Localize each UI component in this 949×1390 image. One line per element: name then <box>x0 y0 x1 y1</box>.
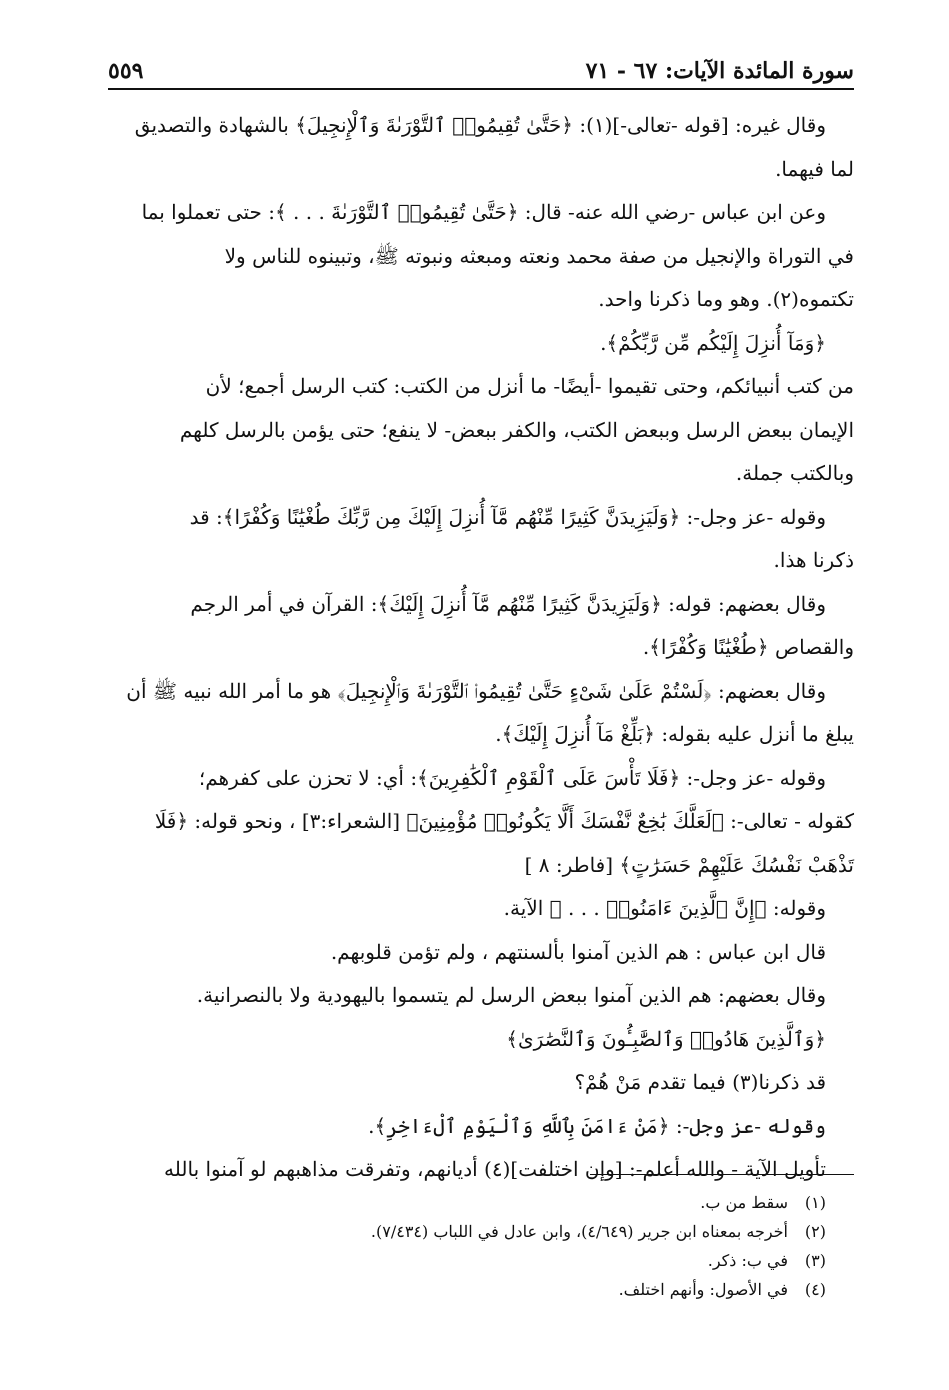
footnote-number: (٤) <box>804 1280 826 1299</box>
footnote-text: سقط من ب. <box>700 1193 788 1212</box>
footnote <box>108 1217 854 1246</box>
text-line: وقوله: ﴿إِنَّ ٱلَّذِينَ ءَامَنُوا۟ . . . ﴾ الآية. <box>503 896 826 920</box>
footnote-separator <box>590 1174 854 1175</box>
main-text <box>108 104 854 1192</box>
text-line: تَذْهَبْ نَفْسُكَ عَلَيْهِمْ حَسَرَٰتٍ﴾ [فاطر: ٨ ] <box>524 852 854 877</box>
footnote-text: في الأصول: وأنهم اختلف. <box>618 1280 788 1299</box>
running-title: سورة المائدة الآيات: ٦٧ - ٧١ <box>585 58 854 84</box>
text-line: لما فيهما. <box>775 156 854 181</box>
footnote-number: (٢) <box>804 1222 826 1241</box>
text-line: تأويل الآية - والله أعلم-: [وإن اختلفت](٤) أديانهم، وتفرقت مذاهبهم لو آمنوا بالله <box>164 1157 826 1181</box>
page-header <box>108 48 854 90</box>
text-line: وبالكتب جملة. <box>735 461 854 485</box>
text-line: تكتموه(٢). وهو وما ذكرنا واحد. <box>598 287 854 311</box>
text-line: وقوله -عز وجل-: ﴿مَنْ ءَامَنَ بِٱللَّهِ وَٱلْيَوْمِ ٱلْءَاخِرِ﴾. <box>368 1113 826 1138</box>
text-line: وقوله -عز وجل-: ﴿فَلَا تَأْسَ عَلَى ٱلْقَوْمِ ٱلْكَٰفِرِينَ﴾: أي: لا تحزن على كفرهم؛ <box>198 765 826 790</box>
text-line: وقال بعضهم: هم الذين آمنوا ببعض الرسل لم يتسموا باليهودية ولا بالنصرانية. <box>196 983 826 1007</box>
text-line: وقال غيره: [قوله -تعالى-](١): ﴿حَتَّىٰ تُقِيمُوا۟ ٱلتَّوْرَىٰةَ وَٱلْإِنجِيلَ﴾ بالشهادة والتصديق <box>134 113 826 137</box>
page-number: ٥٥٩ <box>108 58 144 84</box>
footnotes <box>108 1188 854 1304</box>
text-line: من كتب أنبيائكم، وحتى تقيموا -أيضًا- ما أنزل من الكتب: كتب الرسل أجمع؛ لأن <box>205 374 854 398</box>
text-line: والقصاص ﴿طُغْيَٰنًا وَكُفْرًا﴾. <box>642 635 854 659</box>
footnote-text: أخرجه بمعناه ابن جرير (٤/٦٤٩)، وابن عادل في اللباب (٧/٤٣٤). <box>370 1222 788 1241</box>
footnote-number: (١) <box>804 1193 826 1212</box>
text-line: وقوله -عز وجل-: ﴿وَلَيَزِيدَنَّ كَثِيرًا مِّنْهُم مَّآ أُنزِلَ إِلَيْكَ مِن رَّبِّكَ طُغْيَٰنًا وَكُفْرًا﴾: قد <box>189 504 826 529</box>
footnote <box>108 1246 854 1275</box>
text-line: ﴿وَمَآ أُنزِلَ إِلَيْكُم مِّن رَّبِّكُمْ﴾. <box>600 330 826 355</box>
text-line: قال ابن عباس : هم الذين آمنوا بألسنتهم ، ولم تؤمن قلوبهم. <box>330 939 826 964</box>
text-line: وقال بعضهم: قوله: ﴿وَلَيَزِيدَنَّ كَثِيرًا مِّنْهُم مَّآ أُنزِلَ إِلَيْكَ﴾: القرآن في أمر الرجم <box>190 591 826 616</box>
text-line: الإيمان ببعض الرسل وببعض الكتب، والكفر ببعض- لا ينفع؛ حتى يؤمن بالرسل كلهم <box>179 417 854 442</box>
footnote-number: (٣) <box>804 1251 826 1270</box>
text-line: قد ذكرنا(٣) فيما تقدم مَنْ هُمْ؟ <box>574 1070 826 1094</box>
text-line: وعن ابن عباس -رضي الله عنه- قال: ﴿حَتَّىٰ تُقِيمُوا۟ ٱلتَّوْرَىٰةَ . . . ﴾: حتى تعملوا بما <box>141 200 826 224</box>
text-line: وقال بعضهم: ﴿لَسْتُمْ عَلَىٰ شَىْءٍ حَتَّىٰ تُقِيمُوا۟ ٱلتَّوْرَىٰةَ وَٱلْإِنجِيلَ﴾ هو ما أمر الله نبيه ﷺ أن <box>126 678 826 703</box>
footnote <box>108 1275 854 1304</box>
text-line: في التوراة والإنجيل من صفة محمد ونعته ومبعثه ونبوته ﷺ، وتبينوه للناس ولا <box>224 243 854 268</box>
footnote <box>108 1188 854 1217</box>
text-line: يبلغ ما أنزل عليه بقوله: ﴿بَلِّغْ مَآ أُنزِلَ إِلَيْكَ﴾. <box>495 722 854 746</box>
text-line: ذكرنا هذا. <box>773 548 854 572</box>
text-line: ﴿وَٱلَّذِينَ هَادُوا۟ وَٱلصَّٰبِـُٔونَ وَٱلنَّصَٰرَىٰ﴾ <box>506 1026 826 1051</box>
text-line: كقوله - تعالى-: ﴿لَعَلَّكَ بَٰخِعٌ نَّفْسَكَ أَلَّا يَكُونُوا۟ مُؤْمِنِينَ﴾ [الشعراء:٣] ، ونحو قوله: ﴿فَلَا <box>154 809 854 833</box>
footnote-text: في ب: ذكر. <box>707 1251 788 1270</box>
